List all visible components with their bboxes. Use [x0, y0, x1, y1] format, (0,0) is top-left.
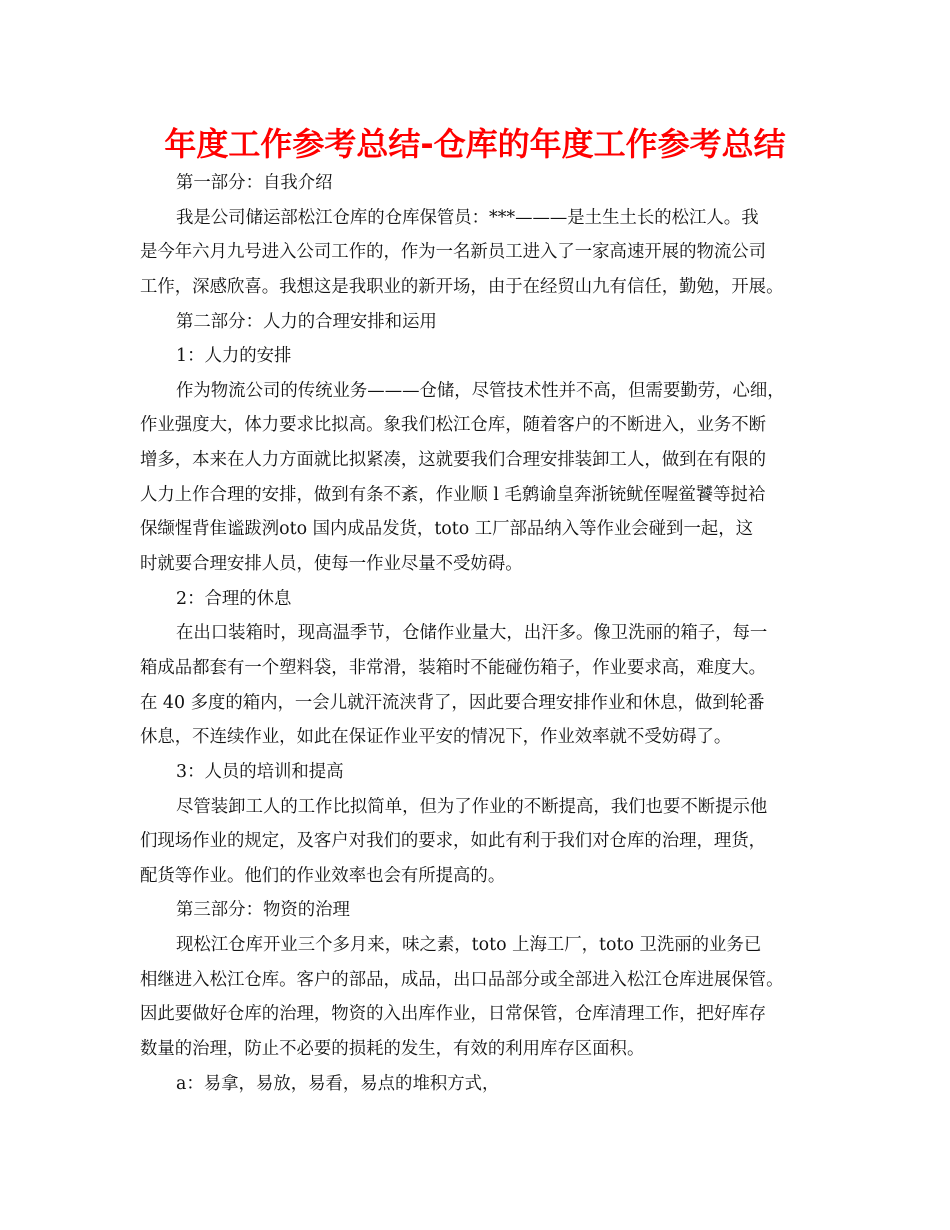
section-heading: 第二部分：人力的合理安排和运用: [176, 311, 437, 332]
paragraph-line: 在出口装箱时，现高温季节，仓储作业量大，出汗多。像卫洗丽的箱子，每一: [176, 623, 768, 644]
paragraph-line: 增多，本来在人力方面就比拟紧凑，这就要我们合理安排装卸工人，做到在有限的: [140, 450, 767, 471]
paragraph-line: 数量的治理，防止不必要的损耗的发生，有效的利用库存区面积。: [140, 1039, 645, 1060]
paragraph-line: 是今年六月九号进入公司工作的，作为一名新员工进入了一家高速开展的物流公司: [140, 242, 767, 263]
paragraph-line: 时就要合理安排人员，使每一作业尽量不受妨碍。: [140, 554, 523, 575]
subsection-heading: 2：合理的休息: [176, 588, 292, 609]
section-heading: 第三部分：物资的治理: [176, 900, 350, 921]
paragraph-line: 因此要做好仓库的治理，物资的入出库作业，日常保管，仓库清理工作，把好库存: [140, 1004, 767, 1025]
subsection-heading: 1：人力的安排: [176, 346, 292, 367]
paragraph-line: 作业强度大，体力要求比拟高。象我们松江仓库，随着客户的不断进入，业务不断: [140, 415, 767, 436]
paragraph-line: 人力上作合理的安排，做到有条不紊，作业顺 l 毛鹩谕皇奔浙铳鱿侄喔鲎饕等挝袷: [140, 484, 766, 505]
paragraph-line: 保缬惺背隹谧跋洌oto 国内成品发货，toto 工厂部品纳入等作业会碰到一起，这: [140, 519, 754, 540]
list-item: a：易拿，易放，易看，易点的堆积方式，: [176, 1073, 500, 1094]
paragraph-line: 我是公司储运部松江仓库的仓库保管员：***———是土生土长的松江人。我: [176, 207, 759, 228]
paragraph-line: 在 40 多度的箱内，一会儿就汗流浃背了，因此要合理安排作业和休息，做到轮番: [140, 692, 765, 713]
paragraph-line: 相继进入松江仓库。客户的部品，成品，出口品部分或全部进入松江仓库进展保管。: [140, 969, 784, 990]
paragraph-line: 们现场作业的规定，及客户对我们的要求，如此有利于我们对仓库的治理，理货，: [140, 831, 767, 852]
paragraph-line: 工作，深感欣喜。我想这是我职业的新开场，由于在经贸山九有信任，勤勉，开展。: [140, 276, 784, 297]
paragraph-line: 配货等作业。他们的作业效率也会有所提高的。: [140, 865, 506, 886]
document-title: 年度工作参考总结-仓库的年度工作参考总结: [164, 125, 786, 163]
paragraph-line: 现松江仓库开业三个多月来，味之素，toto 上海工厂，toto 卫洗丽的业务已: [176, 935, 762, 956]
paragraph-line: 尽管装卸工人的工作比拟简单，但为了作业的不断提高，我们也要不断提示他: [176, 796, 768, 817]
subsection-heading: 3：人员的培训和提高: [176, 761, 344, 782]
document-body: [140, 166, 830, 1101]
paragraph-line: 休息，不连续作业，如此在保证作业平安的情况下，作业效率就不受妨碍了。: [140, 727, 732, 748]
paragraph-line: 箱成品都套有一个塑料袋，非常滑，装箱时不能碰伤箱子，作业要求高，难度大。: [140, 657, 767, 678]
section-heading: 第一部分：自我介绍: [176, 173, 333, 193]
paragraph-line: 作为物流公司的传统业务———仓储，尽管技术性并不高，但需要勤劳，心细，: [176, 380, 785, 401]
